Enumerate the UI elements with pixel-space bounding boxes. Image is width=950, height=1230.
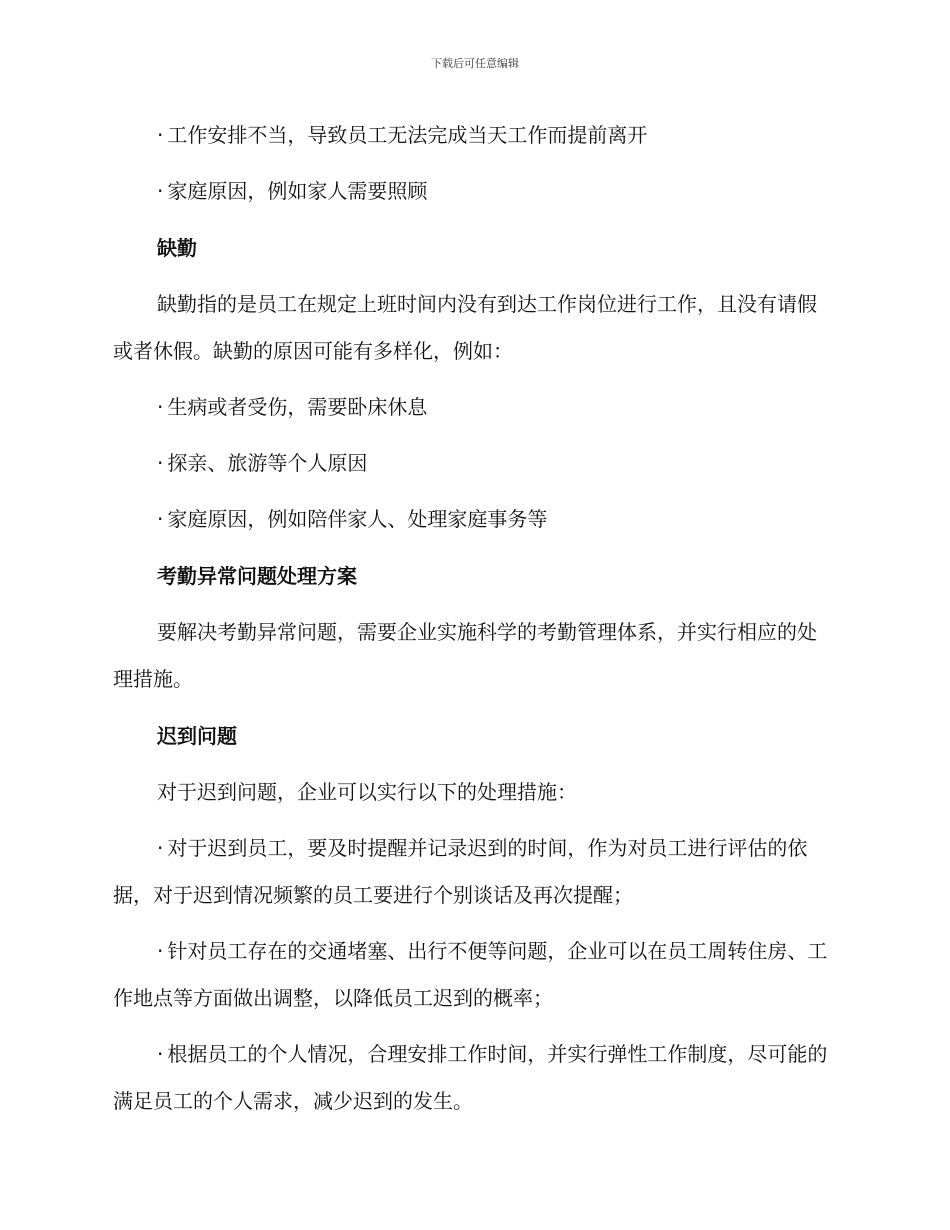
bullet-text: 对于迟到员工，要及时提醒并记录迟到的时间，作为对员工进行评估的依据，对于迟到情况频繁的员工要进行个别谈话及再次提醒； <box>113 836 808 907</box>
bullet-item-3 <box>113 384 833 431</box>
bullet-text: 家庭原因，例如陪伴家人、处理家庭事务等 <box>167 507 548 531</box>
paragraph-solutions-intro: 要解决考勤异常问题，需要企业实施科学的考勤管理体系，并实行相应的处理措施。 <box>113 620 817 691</box>
bullet-item-4 <box>113 440 833 487</box>
section-heading-lateness: 迟到问题 <box>157 724 237 748</box>
paragraph-absence-definition: 缺勤指的是员工在规定上班时间内没有到达工作岗位进行工作，且没有请假或者休假。缺勤的原因可能有多样化，例如： <box>113 292 817 363</box>
bullet-item-8 <box>113 1031 833 1125</box>
bullet-dot: · <box>157 1042 164 1066</box>
bullet-text: 生病或者受伤，需要卧床休息 <box>167 395 428 419</box>
section-heading-absence: 缺勤 <box>157 236 197 260</box>
bullet-dot: · <box>157 507 164 531</box>
header-note: 下载后可任意编辑 <box>431 57 519 70</box>
bullet-item-1 <box>113 112 833 159</box>
bullet-text: 针对员工存在的交通堵塞、出行不便等问题，企业可以在员工周转住房、工作地点等方面做出调整，以降低员工迟到的概率； <box>113 939 828 1010</box>
bullet-dot: · <box>157 179 164 203</box>
bullet-item-6 <box>113 825 833 919</box>
paragraph-lateness-intro: 对于迟到问题，企业可以实行以下的处理措施： <box>157 780 577 804</box>
bullet-text: 探亲、旅游等个人原因 <box>167 451 368 475</box>
document-body <box>113 112 833 1125</box>
bullet-item-5 <box>113 496 833 543</box>
bullet-text: 家庭原因，例如家人需要照顾 <box>167 179 428 203</box>
section-heading-solutions: 考勤异常问题处理方案 <box>157 564 357 588</box>
bullet-dot: · <box>157 836 164 860</box>
bullet-text: 工作安排不当，导致员工无法完成当天工作而提前离开 <box>167 123 648 147</box>
bullet-dot: · <box>157 395 164 419</box>
bullet-item-2 <box>113 168 833 215</box>
bullet-text: 根据员工的个人情况，合理安排工作时间，并实行弹性工作制度，尽可能的满足员工的个人需求，减少迟到的发生。 <box>113 1042 828 1113</box>
bullet-item-7 <box>113 928 833 1022</box>
bullet-dot: · <box>157 123 164 147</box>
bullet-dot: · <box>157 939 164 963</box>
bullet-dot: · <box>157 451 164 475</box>
